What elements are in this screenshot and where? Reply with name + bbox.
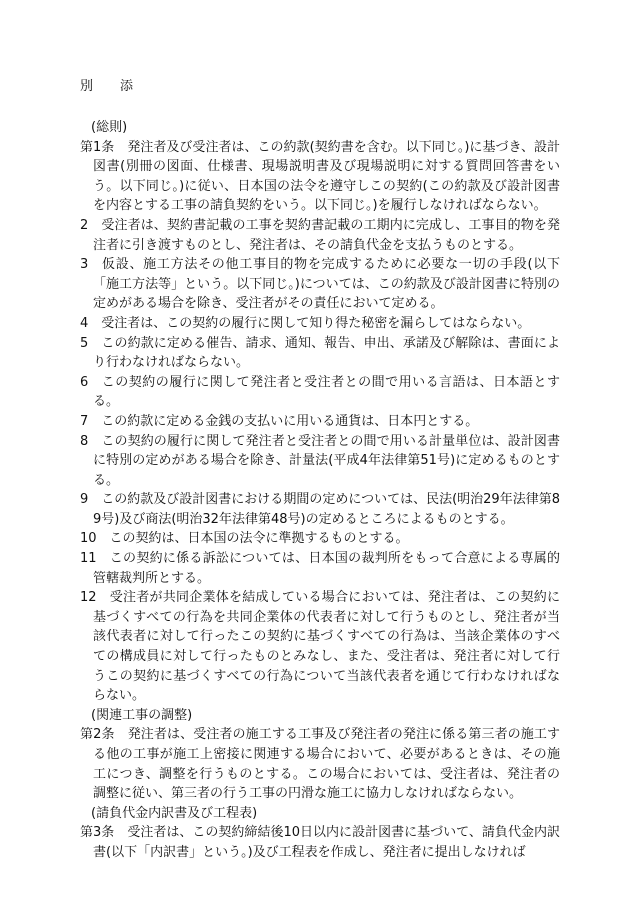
clause-number: 8 bbox=[80, 433, 89, 449]
clause-paragraph bbox=[80, 529, 560, 549]
clause-number: 3 bbox=[80, 257, 89, 273]
clause-number: 10 bbox=[80, 531, 97, 547]
clause-text: 発注者及び受注者は、この約款(契約書を含む。以下同じ。)に基づき、設計図書(別冊の図面、仕様書、現場説明書及び現場説明に対する質問回答書をいう。以下同じ。)に従い、日本国の法令を遵守しこの契約(この約款及び設計図書を内容とする工事の請負契約をいう。以下同じ。)を履行しなければならない。 bbox=[93, 139, 560, 214]
clause-text: 受注者は、この契約の履行に関して知り得た秘密を漏らしてはならない。 bbox=[101, 315, 531, 331]
clause-text: この約款に定める催告、請求、通知、報告、申出、承諾及び解除は、書面により行わなければならない。 bbox=[93, 335, 560, 371]
article-number: 第1条 bbox=[80, 139, 115, 155]
clause-paragraph bbox=[80, 255, 560, 314]
clause-paragraph bbox=[80, 412, 560, 432]
article-paragraph bbox=[80, 823, 560, 862]
clause-paragraph bbox=[80, 334, 560, 373]
clause-paragraph bbox=[80, 373, 560, 412]
article-number: 第3条 bbox=[80, 825, 115, 841]
clause-text: 受注者は、この契約締結後10日以内に設計図書に基づいて、請負代金内訳書(以下「内訳書」という。)及び工程表を作成し、発注者に提出しなければ bbox=[93, 825, 560, 860]
clause-number: 9 bbox=[80, 492, 89, 508]
clause-number: 7 bbox=[80, 413, 89, 429]
clause-text: この契約の履行に関して発注者と受注者との間で用いる計量単位は、設計図書に特別の定めがある場合を除き、計量法(平成4年法律第51号)に定めるものとする。 bbox=[93, 433, 560, 488]
clause-text: 受注者が共同企業体を結成している場合においては、発注者は、この契約に基づくすべての行為を共同企業体の代表者に対して行うものとし、発注者が当該代表者に対して行ったこの契約に基づくすべての行為は、当該企業体のすべての構成員に対して行ったものとみなし、また、受注者は、発注者に対して行うこの契約に基づくすべての行為について当該代表者を通じて行わなければならない。 bbox=[93, 590, 560, 704]
clause-number: 5 bbox=[80, 335, 89, 351]
section-heading: (請負代金内訳書及び工程表) bbox=[91, 805, 258, 821]
article-paragraph bbox=[80, 725, 560, 803]
clause-paragraph bbox=[80, 432, 560, 491]
clause-paragraph bbox=[80, 490, 560, 529]
clause-number: 4 bbox=[80, 315, 89, 331]
clause-text: この契約の履行に関して発注者と受注者との間で用いる言語は、日本語とする。 bbox=[93, 374, 560, 410]
clause-number: 2 bbox=[80, 217, 89, 233]
clause-text: この約款及び設計図書における期間の定めについては、民法(明治29年法律第89号)及び商法(明治32年法律第48号)の定めるところによるものとする。 bbox=[93, 492, 560, 527]
clause-text: この契約に係る訴訟については、日本国の裁判所をもって合意による専属的管轄裁判所とする。 bbox=[93, 551, 560, 586]
section-heading: (関連工事の調整) bbox=[91, 707, 193, 723]
clause-text: 発注者は、受注者の施工する工事及び発注者の発注に係る第三者の施工する他の工事が施工上密接に関連する場合において、必要があるときは、その施工につき、調整を行うものとする。この場合においては、受注者は、発注者の調整に従い、第三者の行う工事の円滑な施工に協力しなければならない。 bbox=[93, 727, 560, 802]
clause-paragraph bbox=[80, 314, 560, 334]
clause-number: 6 bbox=[80, 374, 89, 390]
clause-paragraph bbox=[80, 549, 560, 588]
clause-text: 仮設、施工方法その他工事目的物を完成するために必要な一切の手段(以下「施工方法等」という。以下同じ。)については、この約款及び設計図書に特別の定めがある場合を除き、受注者がその責任において定める。 bbox=[93, 257, 560, 312]
clause-number: 12 bbox=[80, 590, 97, 606]
clause-number: 11 bbox=[80, 551, 97, 567]
clause-paragraph bbox=[80, 216, 560, 255]
attachment-label: 別 添 bbox=[80, 79, 141, 94]
contract-terms-body bbox=[80, 118, 560, 863]
article-number: 第2条 bbox=[80, 727, 115, 743]
section-heading: (総則) bbox=[91, 120, 128, 135]
clause-text: この契約は、日本国の法令に準拠するものとする。 bbox=[109, 531, 409, 547]
clause-text: この約款に定める金銭の支払いに用いる通貨は、日本円とする。 bbox=[101, 413, 479, 429]
clause-text: 受注者は、契約書記載の工事を契約書記載の工期内に完成し、工事目的物を発注者に引き渡すものとし、発注者は、その請負代金を支払うものとする。 bbox=[93, 217, 560, 253]
article-paragraph bbox=[80, 138, 560, 216]
clause-paragraph bbox=[80, 588, 560, 706]
